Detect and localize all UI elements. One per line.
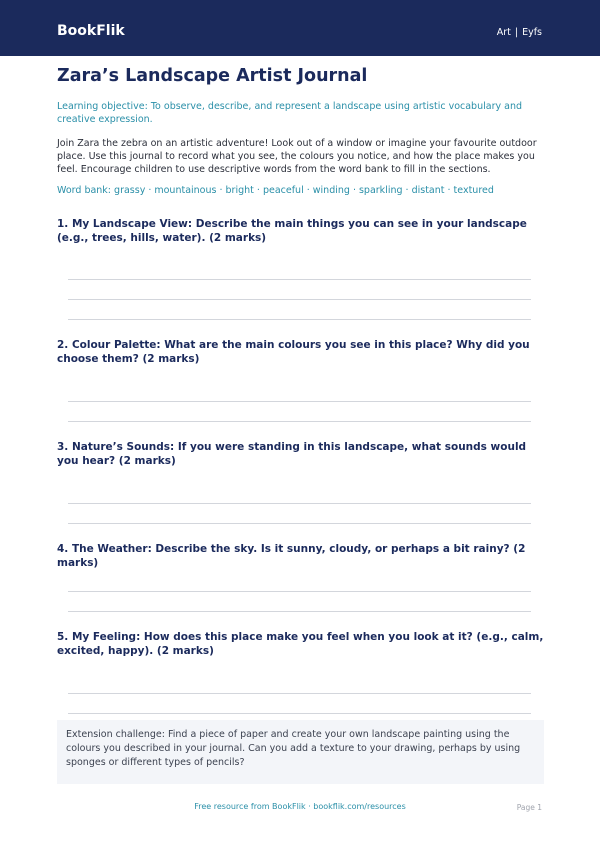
brand-logo-text[interactable]: BookFlik	[57, 23, 125, 39]
question-3: 3. Nature’s Sounds: If you were standing in this landscape, what sounds would you hear? (2 marks)	[57, 441, 527, 467]
answer-line[interactable]	[68, 713, 531, 714]
page-header	[0, 0, 600, 56]
question-4: 4. The Weather: Describe the sky. Is it sunny, cloudy, or perhaps a bit rainy? (2 marks)	[57, 543, 526, 569]
page-number: Page 1	[516, 803, 542, 812]
answer-line[interactable]	[68, 503, 531, 504]
breadcrumb-level[interactable]: Eyfs	[522, 27, 542, 38]
extension-challenge: Extension challenge: Find a piece of paper and create your own landscape painting using the colours you described in your journal. Can you add a texture to your drawing, perhaps by using sponges or different types of pencils?	[57, 720, 544, 784]
answer-line[interactable]	[68, 401, 531, 402]
question-5: 5. My Feeling: How does this place make you feel when you look at it? (e.g., calm, excited, happy). (2 marks)	[57, 631, 544, 657]
intro-paragraph: Join Zara the zebra on an artistic adventure! Look out of a window or imagine your favourite outdoor place. Use this journal to record what you see, the colours you notice, and how the place makes you feel. Encourage children to use descriptive words from the word bank to fill in the sections.	[57, 138, 537, 175]
subject-breadcrumb	[497, 27, 542, 38]
answer-line[interactable]	[68, 693, 531, 694]
answer-line[interactable]	[68, 611, 531, 612]
answer-line[interactable]	[68, 279, 531, 280]
worksheet-title: Zara’s Landscape Artist Journal	[57, 66, 368, 86]
answer-line[interactable]	[68, 421, 531, 422]
question-2: 2. Colour Palette: What are the main colours you see in this place? Why did you choose them? (2 marks)	[57, 339, 530, 365]
answer-line[interactable]	[68, 523, 531, 524]
question-1: 1. My Landscape View: Describe the main things you can see in your landscape (e.g., trees, hills, water). (2 marks)	[57, 218, 527, 244]
footer-resource-link[interactable]: Free resource from BookFlik · bookflik.com/resources	[194, 802, 406, 811]
breadcrumb-subject[interactable]: Art	[496, 27, 511, 38]
answer-line[interactable]	[68, 591, 531, 592]
answer-line[interactable]	[68, 299, 531, 300]
word-bank: Word bank: grassy · mountainous · bright · peaceful · winding · sparkling · distant · textured	[57, 185, 494, 196]
answer-line[interactable]	[68, 319, 531, 320]
breadcrumb-separator: |	[514, 27, 519, 38]
learning-objective: Learning objective: To observe, describe, and represent a landscape using artistic vocabulary and creative expression.	[57, 101, 522, 125]
